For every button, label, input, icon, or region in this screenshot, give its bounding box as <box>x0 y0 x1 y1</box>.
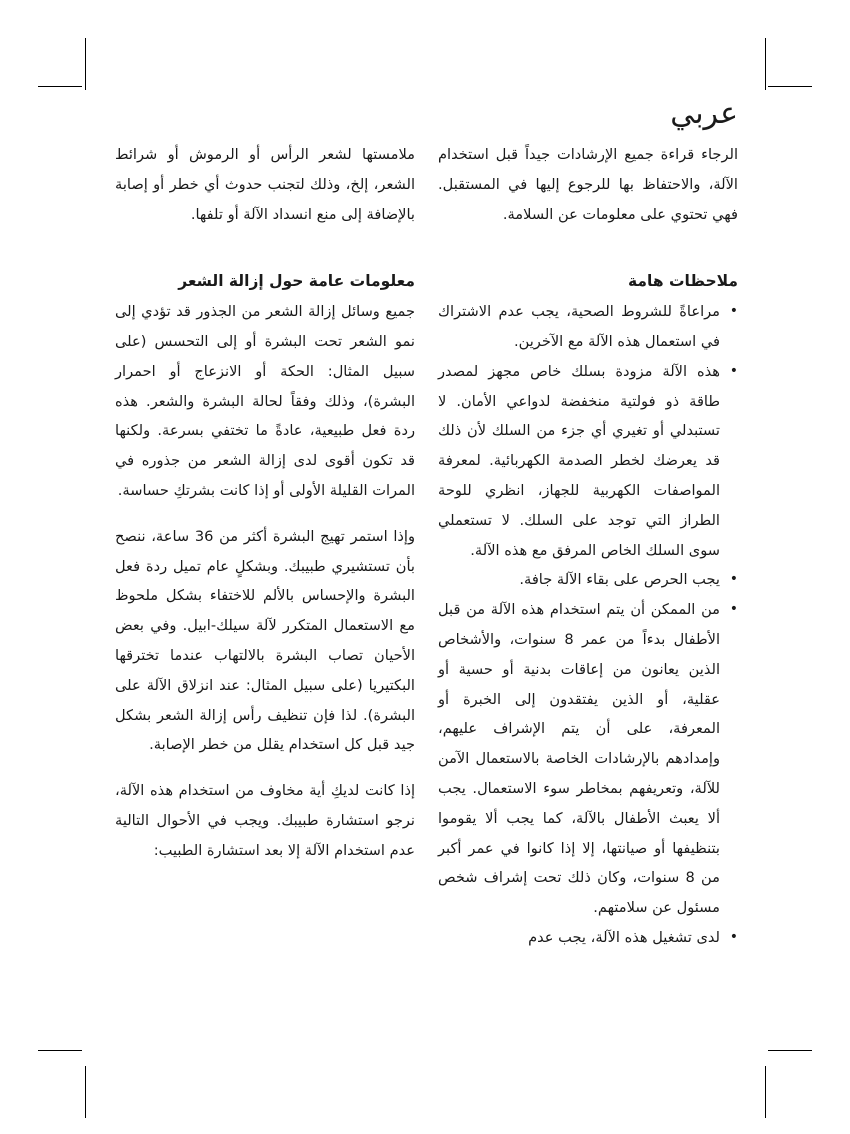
crop-mark-top-left-h <box>38 86 82 87</box>
crop-mark-bottom-right <box>765 1066 766 1118</box>
list-item: • هذه الآلة مزودة بسلك خاص مجهز لمصدر طاقة ذو فولتية منخفضة لدواعي الأمان. لا تستبدلي أو تغيري أي جزء من السلك لأن ذلك قد يعرضك لخطر الصدمة الكهربائية. لمعرفة المواصفات الكهربية للجهاز، انظري للوحة الطراز التي توجد على السلك. لا تستعملي سوى السلك الخاص المرفق مع هذه الآلة. <box>438 357 738 566</box>
list-item: • من الممكن أن يتم استخدام هذه الآلة من قبل الأطفال بدءاً من عمر 8 سنوات، والأشخاص الذين يعانون من إعاقات بدنية أو حسية أو عقلية، أو الذين يفتقدون إلى الخبرة أو المعرفة، على أن يتم الإشراف عليهم، وإمدادهم بالإرشادات الخاصة بالاستعمال الآمن للآلة، وتعريفهم بمخاطر سوء الاستعمال. يجب ألا يعبث الأطفال بالآلة، كما يجب ألا يقوموا بتنظيفها أو صيانتها، إلا إذا كانوا في عمر أكبر من 8 سنوات، وكان ذلك تحت إشراف شخص مسئول عن سلامتهم. <box>438 595 738 923</box>
intro-paragraph: الرجاء قراءة جميع الإرشادات جيداً قبل استخدام الآلة، والاحتفاظ بها للرجوع إليها في المستقبل. فهي تحتوي على معلومات عن السلامة. <box>438 146 738 223</box>
crop-mark-top-right <box>765 38 766 90</box>
crop-mark-bottom-left <box>85 1066 86 1118</box>
continuation-paragraph: ملامستها لشعر الرأس أو الرموش أو شرائط الشعر، إلخ، وذلك لتجنب حدوث أي خطر أو إصابة بالإضافة إلى منع انسداد الآلة أو تلفها. <box>115 146 415 223</box>
crop-mark-bottom-left-h <box>38 1050 82 1051</box>
general-paragraph-2: وإذا استمر تهيج البشرة أكثر من 36 ساعة، ننصح بأن تستشيري طبيبك. وبشكلٍ عام تميل ردة فعل البشرة والإحساس بالألم للاختفاء بشكل ملحوظ مع الاستعمال المتكرر لآلة سيلك-ابيل. وفي بعض الأحيان تصاب البشرة بالالتهاب عندما تخترقها البكتيريا (على سبيل المثال: عند انزلاق الآلة على البشرة). لذا فإن تنظيف رأس إزالة الشعر بشكل جيد قبل كل استخدام يقلل من خطر الإصابة. <box>115 527 415 754</box>
crop-mark-bottom-right-h <box>768 1050 812 1051</box>
left-column <box>115 140 415 882</box>
notes-list <box>438 297 738 953</box>
general-paragraph-3: إذا كانت لديكِ أية مخاوف من استخدام هذه الآلة، نرجو استشارة طبيبك. ويجب في الأحوال التالية عدم استخدام الآلة إلا بعد استشارة الطبيب: <box>115 782 415 859</box>
list-item: • يجب الحرص على بقاء الآلة جافة. <box>438 565 738 595</box>
crop-mark-top-right-h <box>768 86 812 87</box>
list-item: • مراعاةً للشروط الصحية، يجب عدم الاشتراك في استعمال هذه الآلة مع الآخرين. <box>438 297 738 357</box>
list-item: • لدى تشغيل هذه الآلة، يجب عدم <box>438 923 738 953</box>
crop-mark-top-left <box>85 38 86 90</box>
notes-heading: ملاحظات هامة <box>628 272 738 291</box>
page-title: عربي <box>670 96 738 131</box>
general-info-heading: معلومات عامة حول إزالة الشعر <box>178 272 415 291</box>
right-column <box>438 140 738 953</box>
general-paragraph-1: جميع وسائل إزالة الشعر من الجذور قد تؤدي إلى نمو الشعر تحت البشرة أو إلى التحسس (على سبيل المثال: الحكة أو الانزعاج أو احمرار البشرة)، وذلك وفقاً لحالة البشرة والشعر. هذه ردة فعل طبيعية، عادةً ما تختفي بسرعة. ولكنها قد تكون أقوى لدى إزالة الشعر من جذوره في المرات القليلة الأولى أو إذا كانت بشرتكِ حساسة. <box>115 303 415 499</box>
